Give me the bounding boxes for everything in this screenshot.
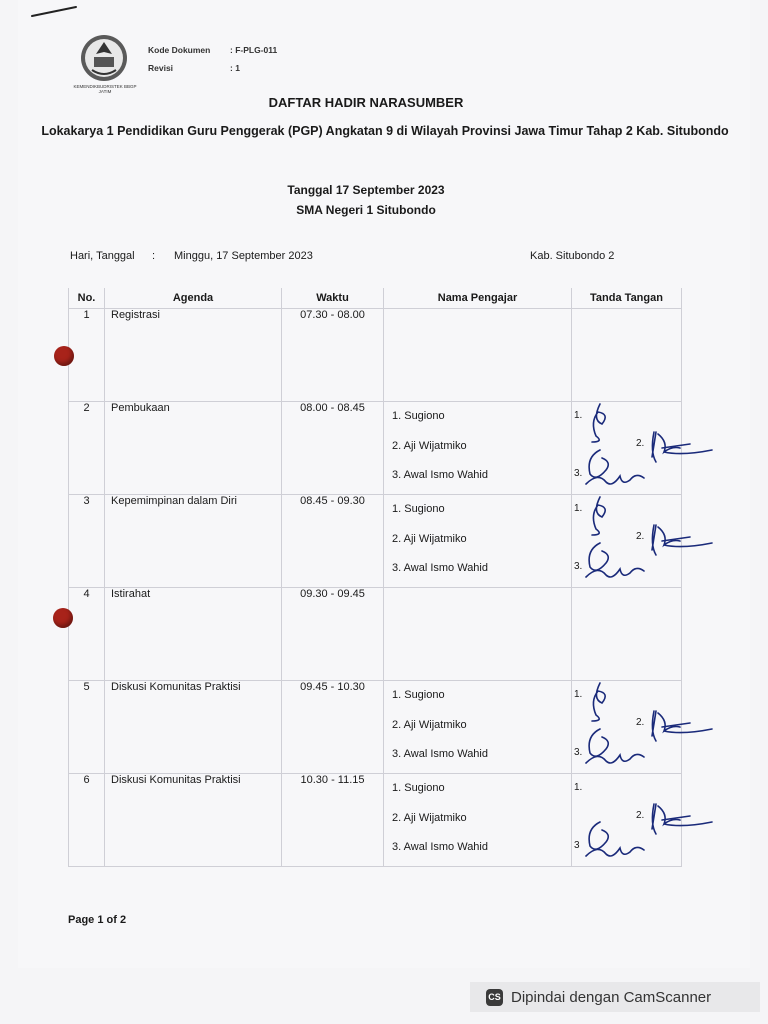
table-row [69, 588, 682, 681]
row-speakers [384, 402, 572, 495]
row-agenda: Kepemimpinan dalam Diri [111, 495, 237, 507]
row-signatures [572, 495, 682, 588]
pen-stroke-mark [30, 4, 80, 18]
row-speakers [384, 309, 572, 402]
hole-punch [53, 608, 73, 628]
day-label: Hari, Tanggal [70, 250, 135, 262]
row-number: 3 [69, 495, 105, 588]
document-meta [148, 45, 277, 81]
speaker-name: 2. Aji Wijatmiko [392, 439, 467, 452]
signature-stroke [592, 683, 605, 721]
event-date: Tanggal 17 September 2023 [287, 183, 445, 197]
signature-stroke [586, 543, 644, 577]
logo-caption: KEMENDIKBUDRISTEK BBGP JATIM [73, 84, 137, 94]
row-time: 09.45 - 10.30 [282, 681, 384, 774]
table-header-row [69, 288, 682, 309]
revision-label: Revisi [148, 63, 174, 73]
row-speakers [384, 588, 572, 681]
row-time: 08.00 - 08.45 [282, 402, 384, 495]
speaker-name: 2. Aji Wijatmiko [392, 718, 467, 731]
row-agenda-cell [105, 309, 282, 402]
speaker-name: 2. Aji Wijatmiko [392, 532, 467, 545]
event-venue: SMA Negeri 1 Situbondo [296, 203, 436, 217]
row-agenda-cell [105, 402, 282, 495]
row-number: 1 [69, 309, 105, 402]
speaker-name: 3. Awal Ismo Wahid [392, 841, 488, 853]
row-number: 4 [69, 588, 105, 681]
signature-stroke [652, 711, 712, 741]
day-value: Minggu, 17 September 2023 [174, 250, 313, 262]
table-row [69, 309, 682, 402]
attendance-table [68, 288, 682, 867]
document-title: DAFTAR HADIR NARASUMBER [268, 95, 464, 110]
row-agenda-cell [105, 681, 282, 774]
header-signature: Tanda Tangan [572, 288, 682, 309]
table-row [69, 402, 682, 495]
row-number: 2 [69, 402, 105, 495]
signature-number: 3. [574, 561, 583, 572]
signature-stroke [652, 804, 712, 834]
row-agenda: Istirahat [111, 588, 151, 600]
scanner-watermark [470, 982, 760, 1012]
row-time: 09.30 - 09.45 [282, 588, 384, 681]
signature-number: 3. [574, 468, 583, 479]
row-speakers [384, 681, 572, 774]
signature-number: 2. [636, 810, 645, 821]
row-agenda: Pembukaan [111, 402, 170, 414]
document-subtitle: Lokakarya 1 Pendidikan Guru Penggerak (PGP) Angkatan 9 di Wilayah Provinsi Jawa Timur Tahap 2 Kab. Situbondo [41, 124, 729, 138]
row-agenda: Diskusi Komunitas Praktisi [111, 774, 241, 786]
day-line [70, 250, 313, 262]
row-agenda-cell [105, 774, 282, 867]
page-number: Page 1 of 2 [68, 914, 127, 926]
signature-number: 1. [574, 782, 583, 793]
header-agenda: Agenda [105, 288, 282, 309]
row-signatures [572, 681, 682, 774]
scanner-text: Dipindai dengan CamScanner [511, 988, 712, 1006]
signature-number: 1. [574, 410, 583, 421]
header-time: Waktu [282, 288, 384, 309]
row-speakers [384, 495, 572, 588]
table-row [69, 774, 682, 867]
signature-number: 1. [574, 689, 583, 700]
day-separator: : [152, 250, 156, 262]
signature-stroke [586, 729, 644, 763]
speaker-name: 3. Awal Ismo Wahid [392, 469, 488, 481]
signature-number: 3 [574, 840, 580, 851]
row-time: 10.30 - 11.15 [282, 774, 384, 867]
handwritten-signatures [572, 495, 712, 590]
row-number: 5 [69, 681, 105, 774]
signature-stroke [592, 404, 605, 442]
signature-number: 3. [574, 747, 583, 758]
table-row [69, 681, 682, 774]
row-signatures [572, 402, 682, 495]
signature-number: 2. [636, 717, 645, 728]
speaker-name: 2. Aji Wijatmiko [392, 811, 467, 824]
region-label: Kab. Situbondo 2 [530, 250, 615, 262]
row-signatures [572, 774, 682, 867]
table-row [69, 495, 682, 588]
handwritten-signatures [572, 402, 712, 497]
hole-punch [54, 346, 74, 366]
row-agenda: Registrasi [111, 309, 160, 321]
speaker-name: 1. Sugiono [392, 689, 445, 701]
header-no: No. [69, 288, 105, 309]
header-speaker: Nama Pengajar [384, 288, 572, 309]
doc-code-value: : F-PLG-011 [230, 45, 278, 55]
signature-number: 2. [636, 531, 645, 542]
handwritten-signatures [572, 774, 712, 869]
row-signatures [572, 588, 682, 681]
signature-stroke [586, 450, 644, 484]
signature-stroke [652, 525, 712, 555]
revision-value: : 1 [230, 63, 240, 73]
signature-number: 1. [574, 503, 583, 514]
speaker-name: 1. Sugiono [392, 782, 445, 794]
signature-stroke [586, 822, 644, 856]
row-signatures [572, 309, 682, 402]
doc-code-label: Kode Dokumen [148, 45, 211, 55]
speaker-name: 1. Sugiono [392, 410, 445, 422]
row-time: 07.30 - 08.00 [282, 309, 384, 402]
date-venue-block [0, 180, 732, 220]
row-agenda-cell [105, 588, 282, 681]
signature-number: 2. [636, 438, 645, 449]
speaker-name: 3. Awal Ismo Wahid [392, 748, 488, 760]
handwritten-signatures [572, 681, 712, 776]
row-speakers [384, 774, 572, 867]
camscanner-icon: CS [486, 989, 503, 1006]
row-agenda: Diskusi Komunitas Praktisi [111, 681, 241, 693]
row-agenda-cell [105, 495, 282, 588]
signature-stroke [652, 432, 712, 462]
speaker-name: 1. Sugiono [392, 503, 445, 515]
row-time: 08.45 - 09.30 [282, 495, 384, 588]
signature-stroke [592, 497, 605, 535]
row-number: 6 [69, 774, 105, 867]
speaker-name: 3. Awal Ismo Wahid [392, 562, 488, 574]
